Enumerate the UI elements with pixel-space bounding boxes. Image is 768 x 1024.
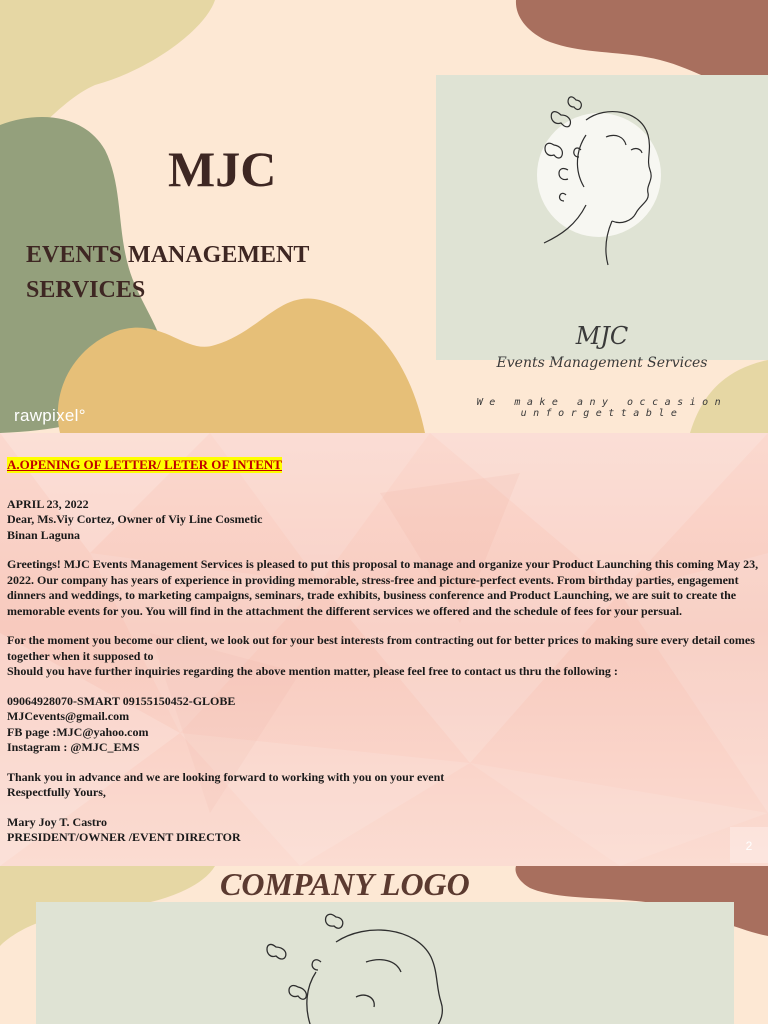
title-slide: [0, 0, 768, 433]
signer-title: PRESIDENT/OWNER /EVENT DIRECTOR: [7, 830, 241, 844]
letter-address: Binan Laguna: [7, 527, 81, 542]
letter-of-intent: [7, 457, 767, 846]
brand-title: MJC: [168, 141, 277, 197]
company-logo-title: COMPANY LOGO: [220, 866, 470, 902]
logo-service-text: Events Management Services: [496, 355, 708, 371]
contact-fb: FB page :MJC@yahoo.com: [7, 724, 149, 739]
signer-name: Mary Joy T. Castro: [7, 814, 107, 829]
letter-paragraph-3: Should you have further inquiries regarding the above mention matter, please feel free to contact us thru the following :: [7, 664, 618, 678]
rawpixel-watermark: rawpixel°: [14, 406, 86, 425]
brand-subtitle: EVENTS MANAGEMENT SERVICES: [26, 242, 309, 303]
company-logo-slide: [0, 866, 768, 1024]
letter-date: APRIL 23, 2022: [7, 496, 89, 511]
page-number: 2: [730, 827, 768, 863]
letter-slide: [0, 433, 768, 866]
woman-face-butterflies-icon: [436, 75, 768, 360]
letter-paragraph-2: For the moment you become our client, we look out for your best interests from contracting out for better prices to making sure every detail comes together when it supposed to: [7, 633, 755, 663]
woman-face-butterflies-icon: [36, 902, 734, 1024]
logo-tagline: We make any occasion unforgettable: [476, 397, 728, 419]
contact-instagram: Instagram : @MJC_EMS: [7, 740, 140, 754]
letter-closing: Thank you in advance and we are looking forward to working with you on your event: [7, 769, 445, 784]
company-logo-card: [36, 902, 734, 1024]
logo-name: MJC: [575, 322, 629, 350]
contact-phone: 09064928070-SMART 09155150452-GLOBE: [7, 693, 236, 708]
letter-recipient: Dear, Ms.Viy Cortez, Owner of Viy Line Cosmetic: [7, 512, 263, 526]
contact-email: MJCevents@gmail.com: [7, 709, 130, 723]
letter-heading: A.OPENING OF LETTER/ LETER OF INTENT: [7, 457, 282, 472]
logo-card: [436, 75, 768, 419]
letter-paragraph-1: Greetings! MJC Events Management Services is pleased to put this proposal to manage and organize your Product Launching this coming May 23, 2022. Our company has years of experience in providing memorable, stress-free and picture-perfect events. From birthday parties, engagement dinners and weddings, to marketing campaigns, seminars, trade exhibits, business conference and Product Launching, we are suit to create the memorable events for you. You will find in the attachment the different services we offered and the schedule of fees for your persual.: [7, 557, 759, 618]
letter-valediction: Respectfully Yours,: [7, 785, 106, 799]
